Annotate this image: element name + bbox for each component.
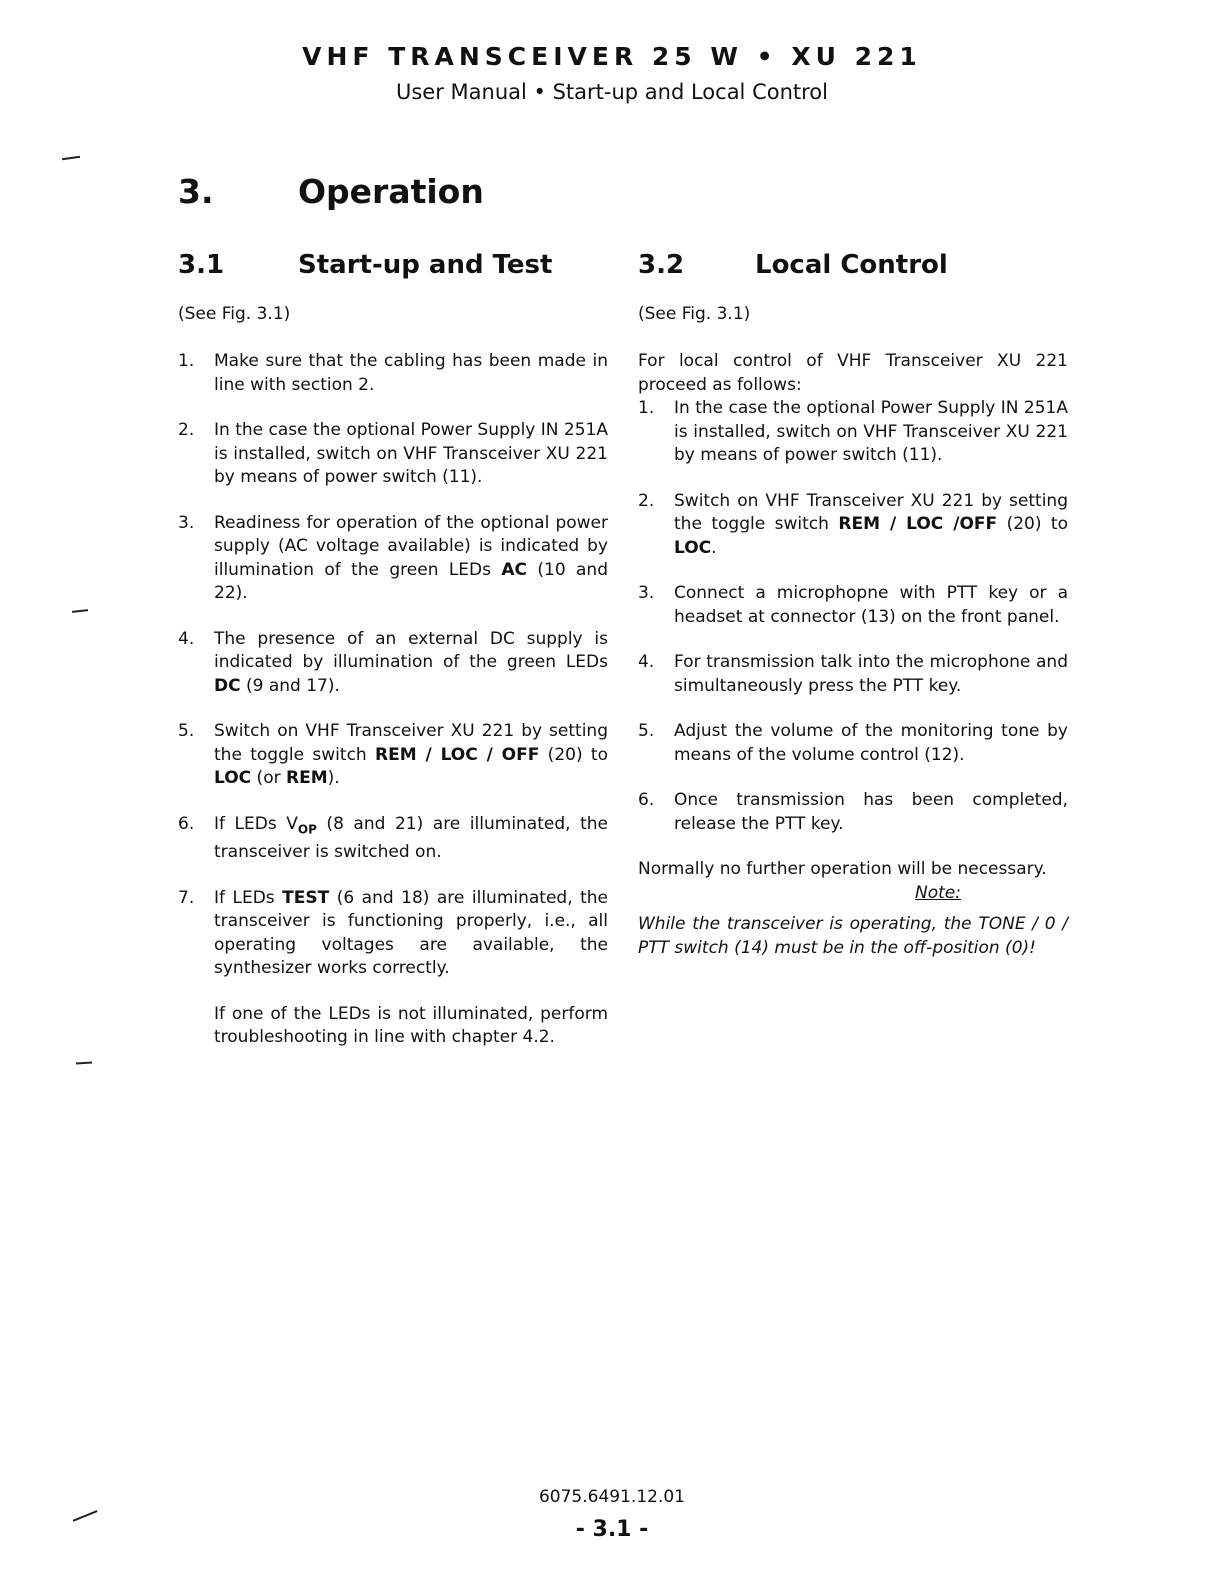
startup-step-4	[178, 628, 608, 699]
step-number: 4.	[638, 652, 655, 672]
step-text: (8 and 21) are illuminated, the transceiver is switched on.	[214, 813, 608, 863]
led-ac-label: AC	[501, 559, 528, 580]
margin-mark	[62, 156, 80, 160]
loc-label: LOC	[674, 537, 712, 558]
startup-step-6	[178, 813, 608, 865]
step-text: If LEDs V	[214, 813, 298, 834]
step-number: 7.	[178, 887, 195, 908]
led-test-label: TEST	[282, 887, 330, 908]
local-step-6	[638, 789, 1068, 836]
step-text: Switch on VHF Transceiver XU 221 by setting the toggle switch	[214, 721, 608, 765]
startup-step-2	[178, 419, 608, 490]
step-text: In the case the optional Power Supply IN 251A is installed, switch on VHF Transceiver XU 221 by means of power switch (11).	[674, 398, 1068, 465]
local-control-intro: For local control of VHF Transceiver XU 221 proceed as follows:	[638, 351, 1068, 395]
document-title: VHF TRANSCEIVER 25 W • XU 221	[302, 42, 922, 71]
local-step-4	[638, 651, 1068, 698]
troubleshooting-paragraph	[178, 1003, 608, 1050]
step-text: Readiness for operation of the optional power supply (AC voltage available) is indicated by illumination of the green LEDs	[214, 512, 608, 580]
local-step-3	[638, 582, 1068, 629]
startup-step-1	[178, 350, 608, 397]
vop-subscript: OP	[297, 821, 317, 836]
document-number: 6075.6491.12.01	[538, 1487, 685, 1507]
step-text: (or	[251, 768, 286, 788]
step-text: For transmission talk into the microphone and simultaneously press the PTT key.	[674, 652, 1068, 696]
step-number: 4.	[178, 628, 195, 649]
paragraph-text: If one of the LEDs is not illuminated, perform troubleshooting in line with chapter 4.2.	[214, 1003, 608, 1048]
section-3-1-title: Start-up and Test	[298, 250, 553, 280]
step-text: (10 and 22).	[214, 559, 608, 603]
step-text: Switch on VHF Transceiver XU 221 by setting the toggle switch	[674, 490, 1068, 534]
loc-label: LOC	[214, 768, 252, 788]
chapter-title: Operation	[298, 172, 484, 211]
step-number: 1.	[178, 351, 195, 371]
startup-test-column	[178, 350, 608, 1050]
page-number: - 3.1 -	[575, 1517, 649, 1542]
closing-paragraph: Normally no further operation will be necessary.	[638, 859, 1047, 879]
margin-mark	[72, 609, 88, 612]
step-text: The presence of an external DC supply is indicated by illumination of the green LEDs	[214, 628, 608, 672]
step-number: 3.	[178, 512, 195, 533]
section-3-2-title: Local Control	[755, 250, 948, 280]
step-number: 2.	[638, 490, 655, 511]
led-dc-label: DC	[214, 675, 241, 696]
note-label: Note:	[915, 882, 961, 903]
see-figure-right: (See Fig. 3.1)	[638, 304, 751, 324]
step-number: 3.	[638, 583, 655, 603]
local-step-1	[638, 397, 1068, 468]
switch-label: REM / LOC /OFF	[838, 514, 998, 534]
step-text: .	[711, 537, 717, 558]
step-text: Make sure that the cabling has been made in line with section 2.	[214, 351, 608, 395]
step-text: Once transmission has been completed, release the PTT key.	[674, 790, 1068, 834]
step-text: If LEDs	[214, 887, 283, 908]
local-step-5	[638, 720, 1068, 767]
step-text: In the case the optional Power Supply IN 251A is installed, switch on VHF Transceiver XU 221 by means of power switch (11).	[214, 420, 608, 487]
section-3-1-number: 3.1	[178, 250, 225, 280]
step-text: (20) to	[539, 744, 608, 765]
step-text: Connect a microphopne with PTT key or a headset at connector (13) on the front panel.	[674, 583, 1068, 627]
step-number: 1.	[638, 398, 655, 418]
step-text: (9 and 17).	[240, 675, 340, 696]
see-figure-left: (See Fig. 3.1)	[178, 304, 291, 324]
step-number: 6.	[638, 790, 655, 810]
step-number: 5.	[638, 721, 655, 741]
document-subtitle: User Manual • Start-up and Local Control	[396, 80, 828, 104]
step-text: (6 and 18) are illuminated, the transceiver is functioning properly, i.e., all operating voltages are available, the synthesizer works correctly.	[214, 887, 609, 979]
step-number: 6.	[178, 813, 195, 834]
step-number: 5.	[178, 721, 195, 741]
local-control-column	[638, 350, 1068, 960]
step-text: Adjust the volume of the monitoring tone by means of the volume control (12).	[674, 721, 1068, 765]
section-3-2-number: 3.2	[638, 250, 685, 280]
step-text: (20) to	[997, 514, 1068, 534]
switch-label: REM / LOC / OFF	[375, 744, 540, 765]
rem-label: REM	[286, 768, 328, 788]
step-text: ).	[327, 768, 340, 788]
startup-step-3	[178, 512, 608, 606]
local-step-2	[638, 490, 1068, 561]
step-number: 2.	[178, 420, 195, 440]
startup-step-5	[178, 720, 608, 791]
startup-step-7	[178, 887, 608, 981]
margin-mark	[76, 1061, 92, 1064]
note-text: While the transceiver is operating, the TONE / 0 / PTT switch (14) must be in the off-position (0)!	[638, 914, 1068, 958]
chapter-number: 3.	[178, 172, 214, 211]
